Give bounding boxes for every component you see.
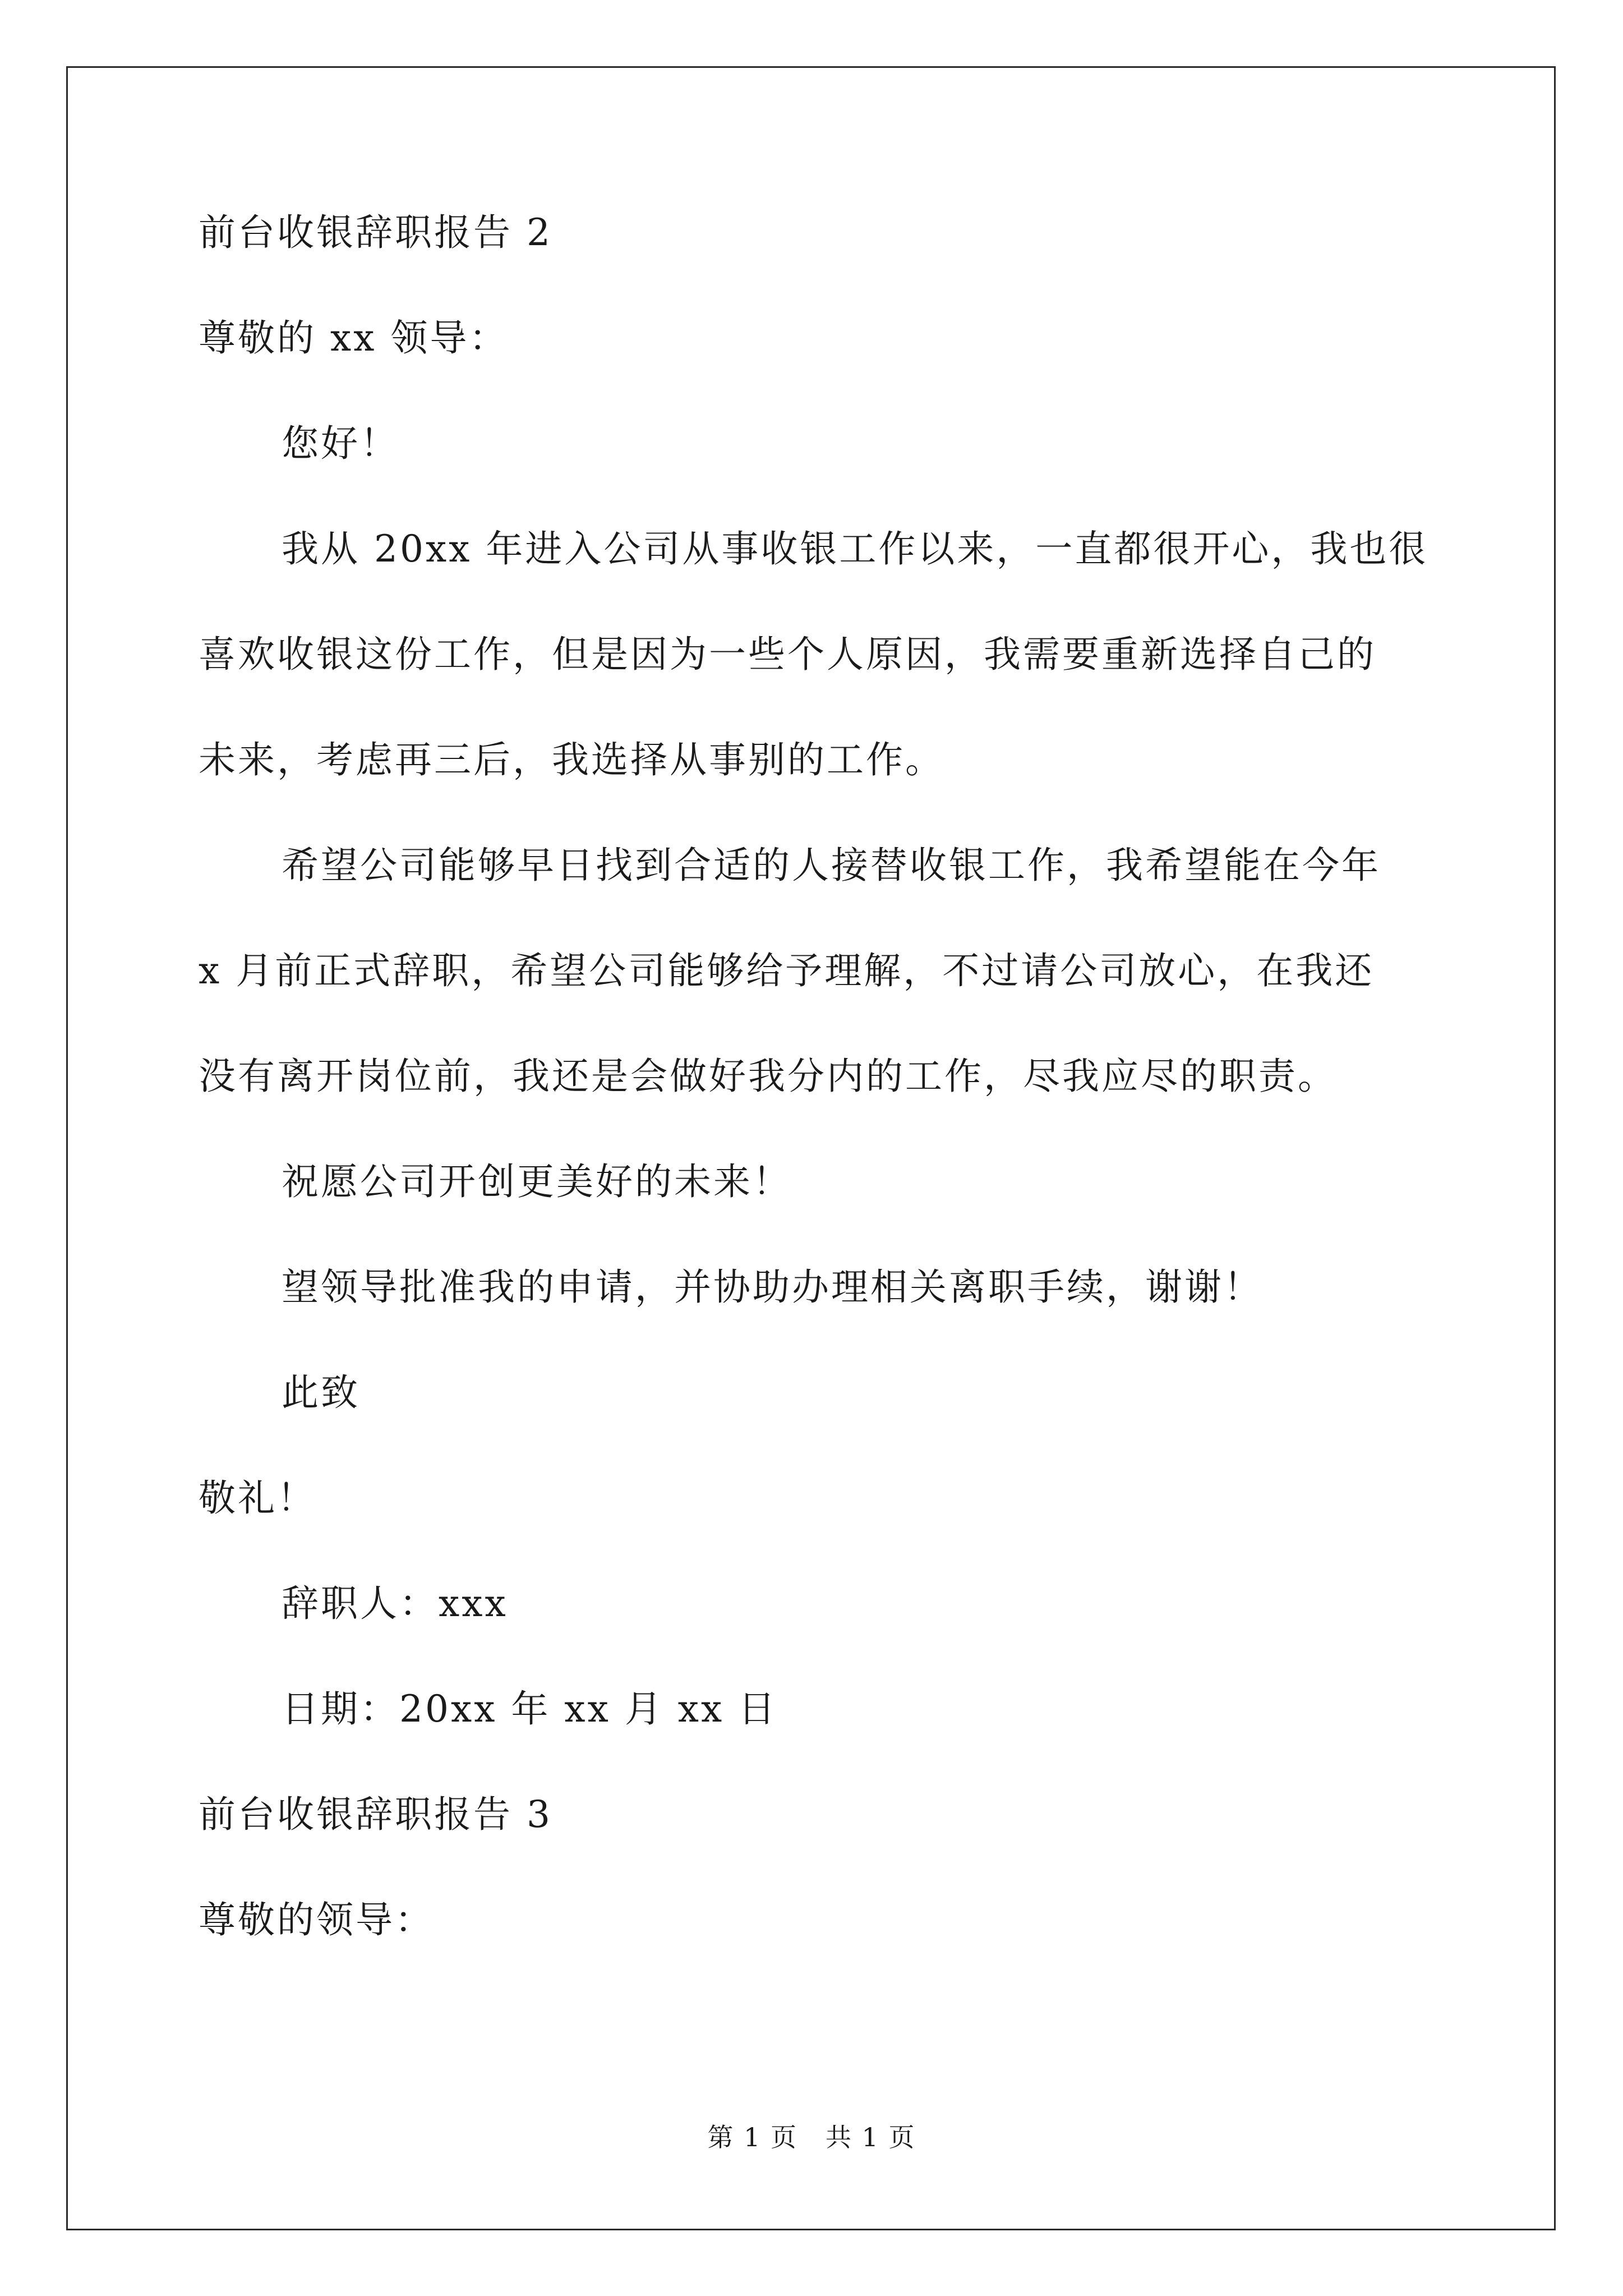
paragraph-line: 希望公司能够早日找到合适的人接替收银工作，我希望能在今年 (282, 844, 1381, 887)
section-title: 前台收银辞职报告 2 (199, 211, 552, 254)
date-line: 日期：20xx 年 xx 月 xx 日 (282, 1687, 778, 1731)
closing-salute: 敬礼！ (199, 1476, 316, 1520)
salutation: 尊敬的 xx 领导： (199, 316, 509, 360)
closing-phrase: 此致 (282, 1371, 360, 1414)
paragraph-line: 未来，考虑再三后，我选择从事别的工作。 (199, 738, 944, 781)
paragraph-line: 没有离开岗位前，我还是会做好我分内的工作，尽我应尽的职责。 (199, 1055, 1337, 1098)
page-number-current: 第 1 页 (707, 2122, 797, 2152)
page-footer (0, 2120, 1623, 2154)
paragraph-line: 喜欢收银这份工作，但是因为一些个人原因，我需要重新选择自己的 (199, 633, 1376, 676)
greeting: 您好！ (282, 422, 399, 465)
paragraph-line: x 月前正式辞职，希望公司能够给予理解，不过请公司放心，在我还 (199, 949, 1375, 992)
page-number-total: 共 1 页 (826, 2122, 916, 2152)
section-title: 前台收银辞职报告 3 (199, 1793, 552, 1836)
paragraph-line: 我从 20xx 年进入公司从事收银工作以来，一直都很开心，我也很 (282, 527, 1428, 570)
paragraph-line: 祝愿公司开创更美好的未来！ (282, 1160, 792, 1203)
signature-line: 辞职人：xxx (282, 1582, 508, 1625)
salutation: 尊敬的领导： (199, 1898, 434, 1941)
paragraph-line: 望领导批准我的申请，并协助办理相关离职手续，谢谢！ (282, 1266, 1263, 1309)
